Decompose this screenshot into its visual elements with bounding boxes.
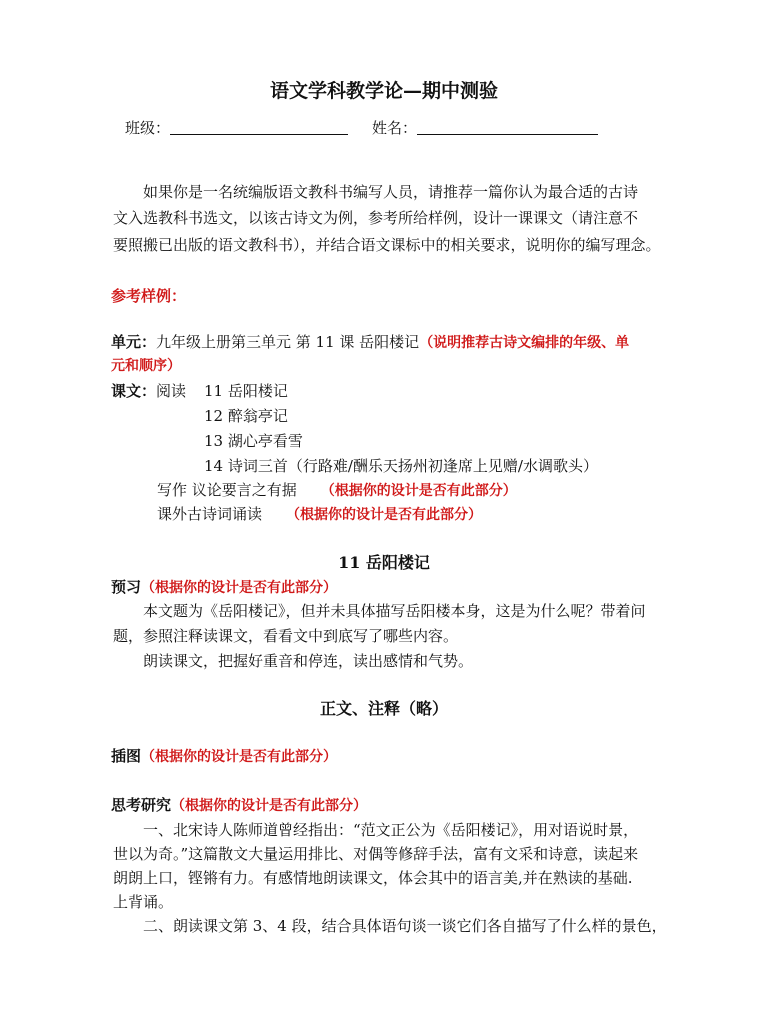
lesson-item-13: 13 湖心亭看雪 (204, 432, 303, 450)
extra-note: （根据你的设计是否有此部分） (286, 507, 483, 523)
intro-line-1: 如果你是一名统编版语文教科书编写人员，请推荐一篇你认为最合适的古诗 (143, 183, 639, 201)
preview-line-1: 本文题为《岳阳楼记》，但并未具体描写岳阳楼本身，这是为什么呢？带着问 (143, 602, 646, 620)
sample-heading: 参考样例： (111, 287, 187, 305)
preview-line-3: 朗读课文，把握好重音和停连，读出感情和气势。 (143, 652, 474, 670)
lessons-line (111, 380, 186, 401)
unit-text: 九年级上册第三单元 第 11 课 岳阳楼记 (156, 333, 420, 351)
lesson-title: 11 岳阳楼记 (338, 553, 430, 572)
extra-text: 课外古诗词诵读 (157, 505, 263, 523)
lesson-item-11: 11 岳阳楼记 (204, 382, 288, 400)
intro-line-3: 要照搬已出版的语文教科书），并结合语文课标中的相关要求，说明你的编写理念。 (113, 236, 661, 254)
unit-line (111, 331, 629, 352)
class-label: 班级： (125, 119, 171, 137)
class-blank[interactable] (170, 120, 348, 135)
extra-line (157, 503, 482, 524)
body-heading: 正文、注释（略） (319, 699, 448, 718)
name-field (372, 117, 598, 138)
reading-label: 阅读 (156, 382, 187, 400)
preview-label: 预习 (111, 578, 142, 596)
lesson-item-12: 12 醉翁亭记 (204, 407, 288, 425)
preview-note: （根据你的设计是否有此部分） (141, 580, 338, 596)
name-blank[interactable] (417, 120, 598, 135)
page-title: 语文学科教学论—期中测验 (269, 80, 498, 102)
unit-note-cont: 元和顺序） (111, 358, 181, 374)
unit-note: （说明推荐古诗文编排的年级、单 (419, 335, 630, 351)
research-line-2: 世以为奇。”这篇散文大量运用排比、对偶等修辞手法，富有文采和诗意，读起来 (113, 845, 639, 863)
illustration-heading (111, 745, 337, 766)
class-field (125, 117, 348, 138)
research-line-5: 二、朗读课文第 3、4 段，结合具体语句谈一谈它们各自描写了什么样的景色， (143, 917, 667, 935)
illustration-label: 插图 (111, 747, 142, 765)
research-line-1: 一、北宋诗人陈师道曾经指出：“范文正公为《岳阳楼记》，用对语说时景， (143, 821, 639, 839)
research-line-4: 上背诵。 (113, 893, 174, 911)
research-label: 思考研究 (111, 796, 172, 814)
research-heading (111, 794, 367, 815)
preview-line-2: 题，参照注释读课文，看看文中到底写了哪些内容。 (113, 627, 459, 645)
intro-line-2: 文入选教科书选文，以该古诗文为例，参考所给样例，设计一课课文（请注意不 (113, 209, 639, 227)
lesson-item-14: 14 诗词三首（行路难/酬乐天扬州初逢席上见赠/水调歌头） (204, 457, 598, 475)
research-line-3: 朗朗上口，铿锵有力。有感情地朗读课文，体会其中的语言美,并在熟读的基础. (113, 869, 633, 887)
lessons-label: 课文： (111, 382, 157, 400)
unit-label: 单元： (111, 333, 157, 351)
writing-line (157, 479, 517, 500)
illustration-note: （根据你的设计是否有此部分） (141, 749, 338, 765)
preview-heading (111, 576, 337, 597)
research-note: （根据你的设计是否有此部分） (171, 798, 368, 814)
writing-note: （根据你的设计是否有此部分） (320, 483, 517, 499)
name-label: 姓名： (372, 119, 418, 137)
writing-text: 写作 议论要言之有据 (157, 481, 297, 499)
